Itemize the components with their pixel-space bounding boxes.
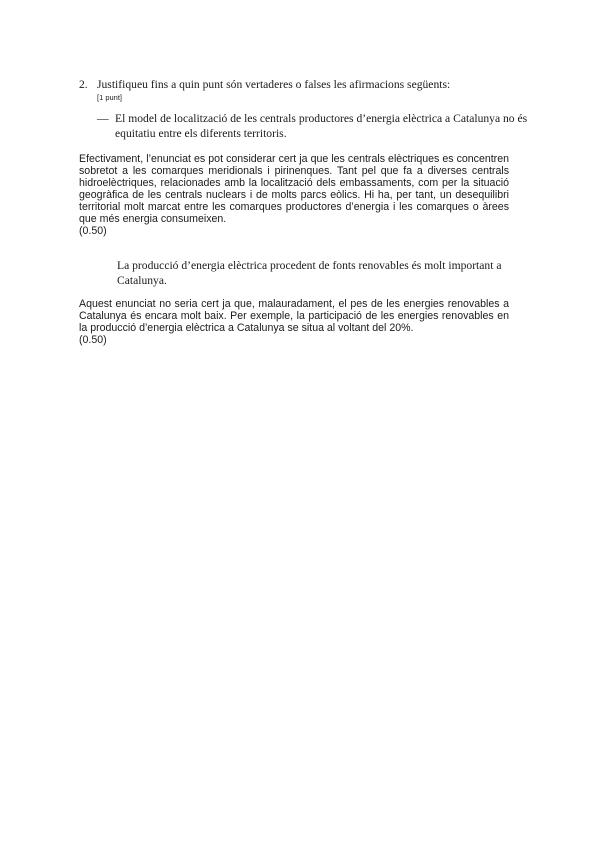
question-points: [1 punt] [97,93,123,102]
statement-dash: — [97,112,109,125]
statement-1 [97,112,537,141]
statement-2-text: La producció d’energia elèctrica procedent de fonts renovables és molt important a Catalunya. [117,259,502,287]
statement-1-text: El model de localització de les centrals productores d’energia elèctrica a Catalunya no és equitatiu entre els diferents territoris. [115,112,528,140]
answer-1-score: (0.50) [79,225,107,237]
answer-1-text: Efectivament, l’enunciat es pot considerar cert ja que les centrals elèctriques es concentren sobretot a les comarques meridionals i pirinenques. Tant pel que fa a diverses centrals hidroelèctriques, relacionades amb la localització dels embassaments, com per la situació geogràfica de les centrals nuclears i de molts parcs eòlics. Hi ha, per tant, un desequilibri territorial molt marcat entre les comarques productores d’energia i les comarques o àrees que més energia consumeixen. [79,153,509,225]
answer-2-score: (0.50) [79,334,107,346]
answer-2 [79,298,509,346]
answer-2-text: Aquest enunciat no seria cert ja que, malauradament, el pes de les energies renovables a Catalunya és encara molt baix. Per exemple, la participació de les energies renovables en la producció d’energia elèctrica a Catalunya se situa al voltant del 20%. [79,298,509,334]
answer-1 [79,153,509,237]
question-heading [79,78,450,92]
statement-2 [117,259,527,288]
question-number: 2. [79,78,88,91]
question-text: Justifiqueu fins a quin punt són vertaderes o falses les afirmacions següents: [97,78,451,91]
